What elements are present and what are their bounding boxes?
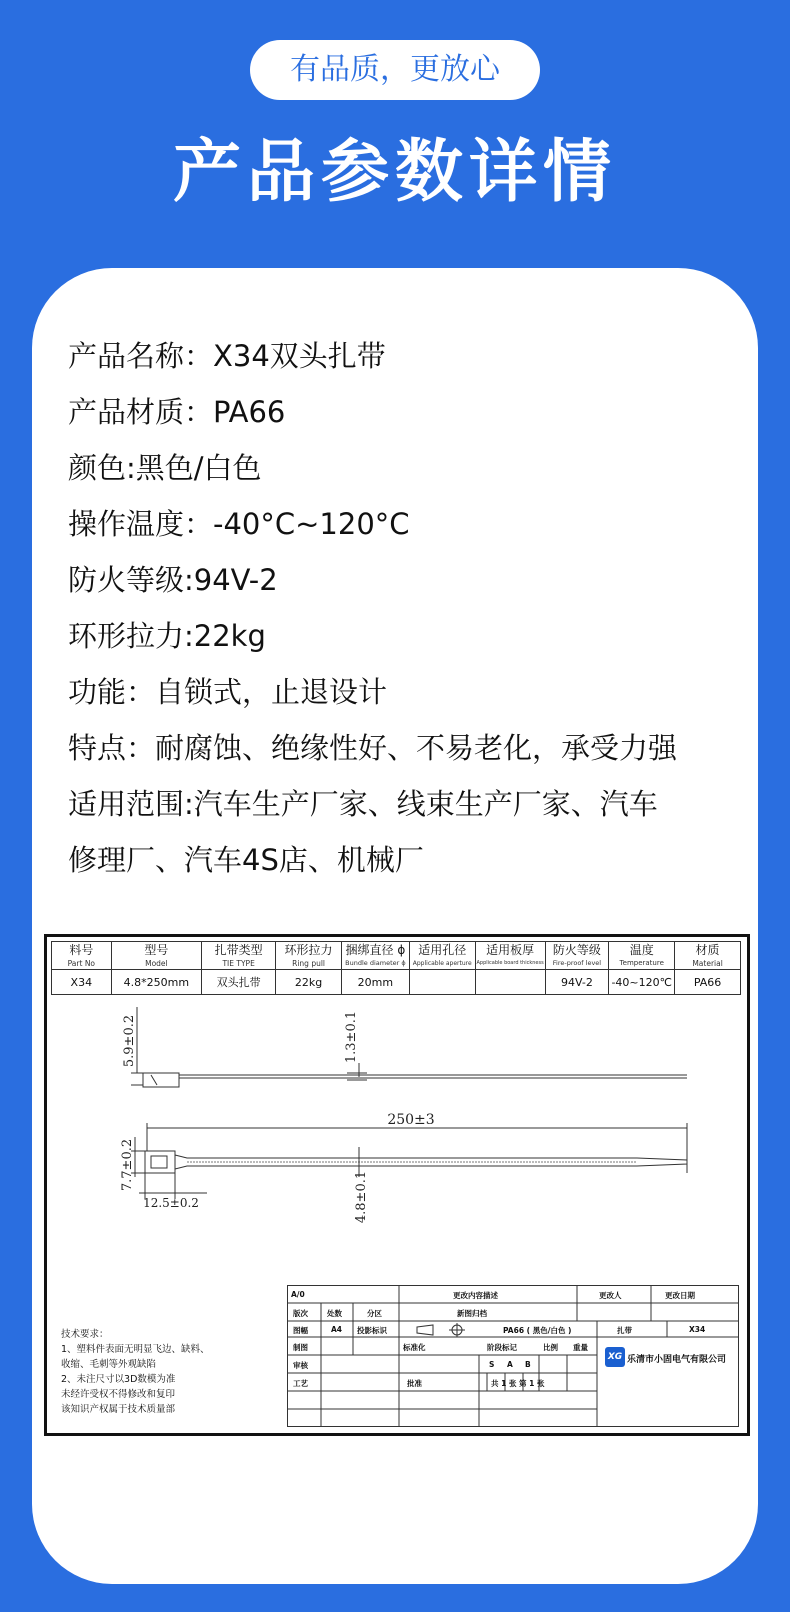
table-header: 扎带类型 TIE TYPE bbox=[202, 942, 276, 970]
table-header: 材质 Material bbox=[675, 942, 741, 970]
tb-sheets: 共 1 张 第 1 张 bbox=[491, 1379, 545, 1388]
spec-tensile: 环形拉力:22kg bbox=[68, 619, 266, 653]
dim-thickness: 1.3±0.1 bbox=[344, 1010, 359, 1064]
spec-color: 颜色:黑色/白色 bbox=[68, 451, 262, 485]
cable-tie-drawing bbox=[47, 937, 747, 1287]
tb-version: 版次 bbox=[293, 1309, 308, 1318]
technical-drawing bbox=[44, 934, 750, 1436]
dim-head-height: 7.7±0.2 bbox=[120, 1138, 135, 1192]
table-header: 捆绑直径 ϕ Bundle diameter ϕ bbox=[341, 942, 409, 970]
projection-symbol-icon bbox=[415, 1323, 475, 1337]
table-cell: X34 bbox=[52, 970, 112, 995]
table-header: 环形拉力 Ring pull bbox=[276, 942, 342, 970]
table-cell: -40~120℃ bbox=[609, 970, 675, 995]
spec-temperature: 操作温度：-40°C~120°C bbox=[68, 507, 410, 541]
table-cell: PA66 bbox=[675, 970, 741, 995]
tb-scale: 比例 bbox=[543, 1343, 558, 1352]
table-header: 料号 Part No bbox=[52, 942, 112, 970]
spec-product-name: 产品名称：X34双头扎带 bbox=[68, 339, 386, 373]
table-cell: 94V-2 bbox=[545, 970, 609, 995]
tb-stage-a: A bbox=[507, 1360, 513, 1369]
table-cell: 4.8*250mm bbox=[111, 970, 201, 995]
tb-count: 处数 bbox=[327, 1309, 342, 1318]
tb-company: 乐清市小固电气有限公司 bbox=[627, 1355, 727, 1365]
tb-drafted: 制图 bbox=[293, 1343, 308, 1352]
tb-process: 工艺 bbox=[293, 1379, 308, 1388]
tb-new-archive: 新图归档 bbox=[457, 1309, 487, 1318]
tb-material: PA66 ( 黑色/白色 ) bbox=[503, 1326, 572, 1335]
spec-applications: 适用范围:汽车生产厂家、线束生产厂家、汽车 bbox=[68, 787, 658, 821]
spec-features: 特点：耐腐蚀、绝缘性好、不易老化，承受力强 bbox=[68, 731, 678, 765]
dim-height-top: 5.9±0.2 bbox=[122, 1014, 137, 1068]
tb-part-name: 扎带 bbox=[617, 1326, 632, 1335]
table-header: 防火等级 Fire-proof level bbox=[545, 942, 609, 970]
page-title: 产品参数详情 bbox=[172, 133, 617, 212]
tb-stage-b: B bbox=[525, 1360, 531, 1369]
tb-stage: 阶段标记 bbox=[487, 1343, 517, 1352]
tech-requirements: 技术要求： 1、塑料件表面无明显飞边、缺料、 收缩、毛刺等外观缺陷 2、未注尺寸以3D数模为准 未经许受权不得修改和复印 该知识产权属于技术质量部 bbox=[61, 1329, 210, 1415]
tb-frame: 图幅 bbox=[293, 1326, 308, 1335]
table-cell: 双头扎带 bbox=[202, 970, 276, 995]
table-cell: 22kg bbox=[276, 970, 342, 995]
dim-head-length: 12.5±0.2 bbox=[143, 1196, 199, 1210]
tb-change-desc: 更改内容描述 bbox=[453, 1291, 498, 1300]
tb-part-no: X34 bbox=[689, 1325, 706, 1334]
company-logo-icon: XG bbox=[605, 1347, 625, 1367]
tb-stage-s: S bbox=[489, 1360, 495, 1369]
tb-changer: 更改人 bbox=[599, 1291, 622, 1300]
title-block bbox=[287, 1285, 739, 1427]
table-header: 型号 Model bbox=[111, 942, 201, 970]
dim-width: 4.8±0.1 bbox=[354, 1170, 369, 1224]
tb-checked: 审核 bbox=[293, 1361, 308, 1370]
table-header: 温度 Temperature bbox=[609, 942, 675, 970]
tb-projection: 投影标识 bbox=[357, 1326, 387, 1335]
tb-zone: 分区 bbox=[367, 1309, 382, 1318]
table-header: 适用孔径 Applicable aperture bbox=[409, 942, 475, 970]
table-cell: 20mm bbox=[341, 970, 409, 995]
tb-frame-val: A4 bbox=[331, 1325, 343, 1334]
tb-approved: 批准 bbox=[407, 1379, 422, 1388]
tb-standard: 标准化 bbox=[403, 1343, 426, 1352]
tb-weight: 重量 bbox=[573, 1343, 588, 1352]
tb-a0: A/0 bbox=[291, 1290, 305, 1299]
spec-material: 产品材质：PA66 bbox=[68, 395, 286, 429]
dim-length: 250±3 bbox=[387, 1112, 435, 1128]
spec-list bbox=[68, 328, 677, 888]
spec-applications-cont: 修理厂、汽车4S店、机械厂 bbox=[68, 843, 424, 877]
spec-fire-rating: 防火等级:94V-2 bbox=[68, 563, 278, 597]
tagline-pill: 有品质，更放心 bbox=[250, 40, 540, 100]
tb-change-date: 更改日期 bbox=[665, 1291, 695, 1300]
table-header: 适用板厚 Applicable board thickness bbox=[475, 942, 545, 970]
spec-function: 功能：自锁式，止退设计 bbox=[68, 675, 388, 709]
